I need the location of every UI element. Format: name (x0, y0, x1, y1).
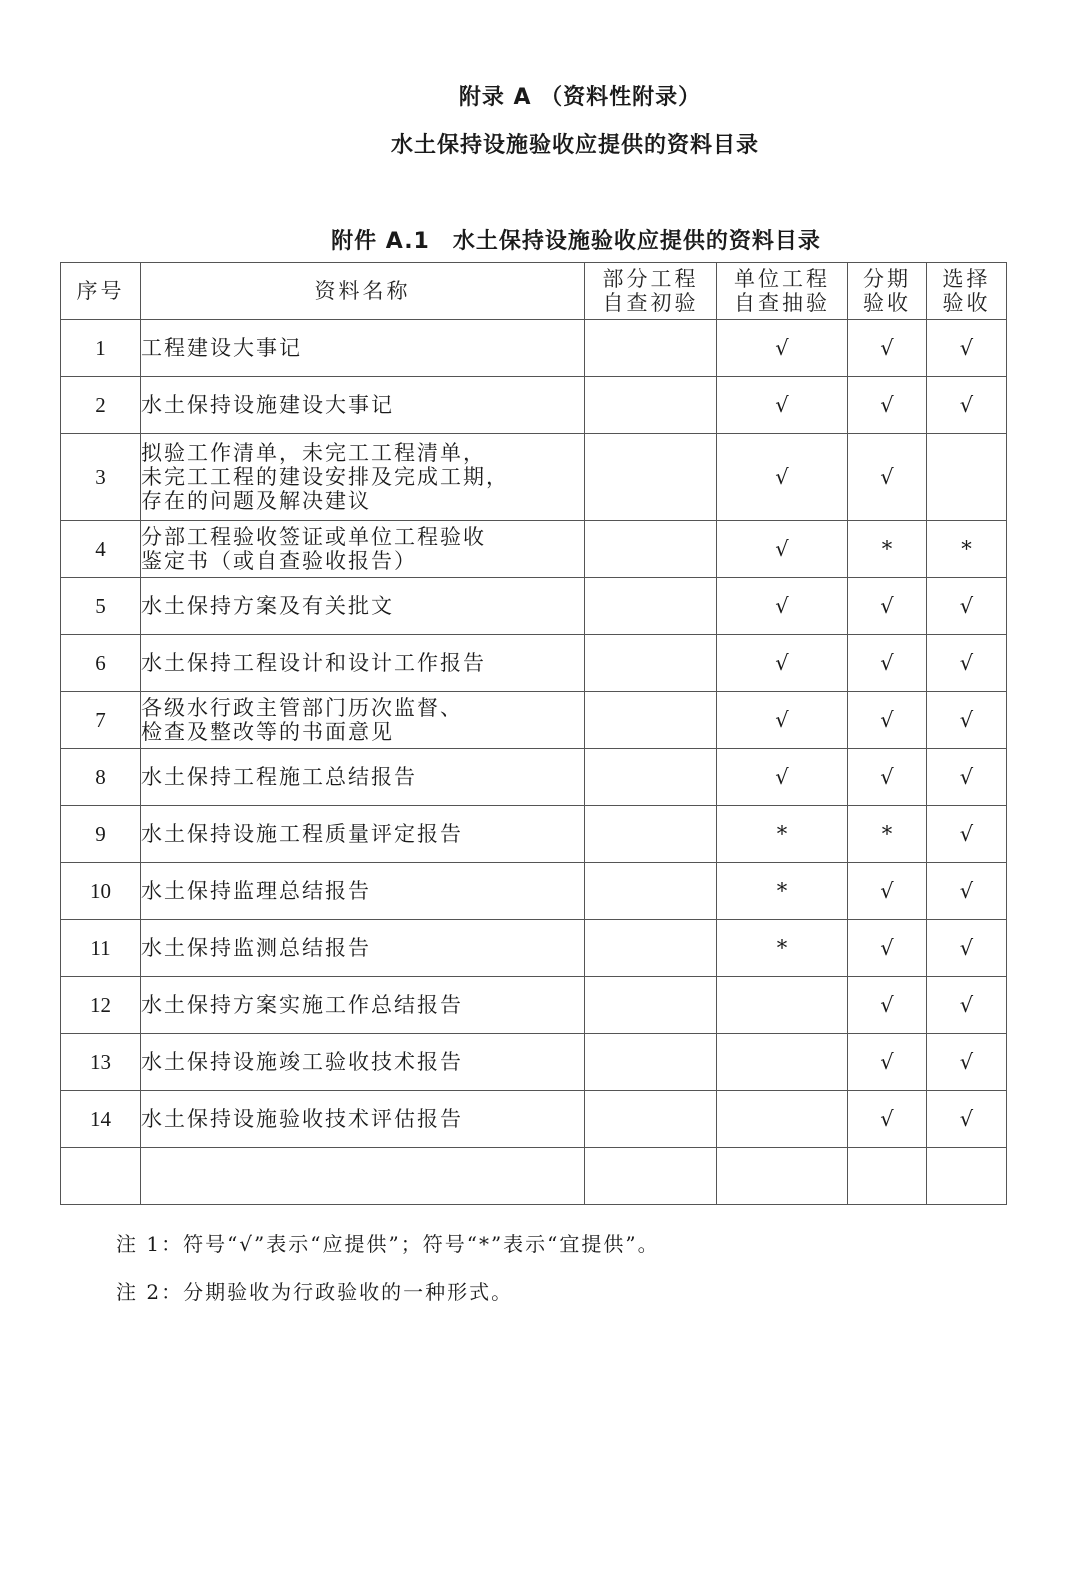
material-name-line: 水土保持方案实施工作总结报告 (141, 993, 463, 1017)
material-name (141, 635, 585, 692)
mark-phased: √ (848, 635, 927, 692)
table-body (61, 320, 1007, 1205)
mark-phased: √ (848, 1034, 927, 1091)
mark-partial-project (585, 920, 717, 977)
row-number: 2 (61, 377, 141, 434)
column-header-line: 自查初验 (602, 291, 699, 315)
table-header-row (61, 263, 1007, 320)
table-row (61, 692, 1007, 749)
mark-unit-project (717, 1034, 848, 1091)
mark-partial-project (585, 1034, 717, 1091)
material-name (141, 863, 585, 920)
material-name (141, 521, 585, 578)
column-header-line: 验收 (863, 291, 911, 315)
mark-phased: √ (848, 1091, 927, 1148)
material-name-line: 分部工程验收签证或单位工程验收 (141, 525, 486, 549)
mark-selected: √ (927, 578, 1007, 635)
mark-unit-project: √ (717, 692, 848, 749)
mark-phased: √ (848, 320, 927, 377)
column-header-line: 序号 (76, 279, 125, 303)
material-name (141, 806, 585, 863)
table-row (61, 749, 1007, 806)
table-row (61, 635, 1007, 692)
table-row (61, 377, 1007, 434)
table-row (61, 578, 1007, 635)
mark-phased (848, 1148, 927, 1205)
column-header-line: 自查抽验 (734, 291, 830, 315)
mark-phased: √ (848, 863, 927, 920)
mark-phased: √ (848, 434, 927, 521)
col-header-unit-project (717, 263, 848, 320)
row-number: 8 (61, 749, 141, 806)
material-name-line: 未完工工程的建设安排及完成工期， (141, 465, 509, 489)
row-number: 7 (61, 692, 141, 749)
row-number: 13 (61, 1034, 141, 1091)
mark-unit-project: * (717, 863, 848, 920)
material-name (141, 749, 585, 806)
note-1: 注 1：符号“√”表示“应提供”；符号“*”表示“宜提供”。 (116, 1232, 660, 1256)
mark-phased: √ (848, 920, 927, 977)
row-number: 11 (61, 920, 141, 977)
row-number: 5 (61, 578, 141, 635)
mark-selected (927, 434, 1007, 521)
material-name-line: 水土保持监理总结报告 (141, 879, 371, 903)
mark-partial-project (585, 1091, 717, 1148)
mark-unit-project: * (717, 920, 848, 977)
column-header-line: 选择 (942, 267, 991, 291)
column-header-line: 分期 (863, 267, 911, 291)
mark-selected: √ (927, 863, 1007, 920)
material-name (141, 377, 585, 434)
mark-selected: √ (927, 1034, 1007, 1091)
mark-selected: √ (927, 977, 1007, 1034)
mark-partial-project (585, 863, 717, 920)
material-name (141, 1148, 585, 1205)
column-header-line: 资料名称 (314, 279, 411, 303)
mark-unit-project (717, 1091, 848, 1148)
material-name-line: 水土保持方案及有关批文 (141, 594, 394, 618)
mark-unit-project: √ (717, 434, 848, 521)
table-row (61, 1034, 1007, 1091)
col-header-seq (61, 263, 141, 320)
material-name-line: 水土保持设施验收技术评估报告 (141, 1107, 463, 1131)
table-row (61, 521, 1007, 578)
table-row (61, 806, 1007, 863)
table-row (61, 1091, 1007, 1148)
mark-unit-project: * (717, 806, 848, 863)
mark-unit-project: √ (717, 320, 848, 377)
mark-partial-project (585, 578, 717, 635)
mark-selected: √ (927, 1091, 1007, 1148)
mark-unit-project: √ (717, 749, 848, 806)
material-name-line: 水土保持设施竣工验收技术报告 (141, 1050, 463, 1074)
appendix-title: 附录 A （资料性附录） (458, 85, 702, 110)
table-row (61, 977, 1007, 1034)
mark-selected: √ (927, 920, 1007, 977)
mark-partial-project (585, 434, 717, 521)
mark-selected: √ (927, 635, 1007, 692)
row-number: 9 (61, 806, 141, 863)
mark-selected: * (927, 521, 1007, 578)
mark-partial-project (585, 377, 717, 434)
row-number: 6 (61, 635, 141, 692)
material-name (141, 977, 585, 1034)
material-name (141, 320, 585, 377)
material-catalog-table (60, 262, 1007, 1205)
mark-unit-project: √ (717, 578, 848, 635)
mark-partial-project (585, 806, 717, 863)
column-header-line: 部分工程 (602, 267, 699, 291)
mark-phased: * (848, 521, 927, 578)
mark-selected (927, 1148, 1007, 1205)
material-name-line: 工程建设大事记 (141, 336, 302, 360)
material-name (141, 578, 585, 635)
table-caption: 附件 A.1 水土保持设施验收应提供的资料目录 (331, 229, 821, 254)
mark-selected: √ (927, 806, 1007, 863)
mark-phased: √ (848, 749, 927, 806)
col-header-selected (927, 263, 1007, 320)
row-number: 14 (61, 1091, 141, 1148)
mark-unit-project: √ (717, 521, 848, 578)
mark-phased: √ (848, 692, 927, 749)
mark-phased: * (848, 806, 927, 863)
mark-phased: √ (848, 977, 927, 1034)
mark-partial-project (585, 749, 717, 806)
table-row (61, 1148, 1007, 1205)
row-number: 12 (61, 977, 141, 1034)
row-number: 1 (61, 320, 141, 377)
material-name-line: 水土保持监测总结报告 (141, 936, 371, 960)
mark-partial-project (585, 320, 717, 377)
material-name (141, 1091, 585, 1148)
mark-selected: √ (927, 749, 1007, 806)
mark-unit-project (717, 1148, 848, 1205)
material-name-line: 鉴定书（或自查验收报告） (141, 549, 417, 573)
document-title: 水土保持设施验收应提供的资料目录 (390, 133, 759, 158)
mark-unit-project: √ (717, 377, 848, 434)
material-name (141, 1034, 585, 1091)
material-name-line: 各级水行政主管部门历次监督、 (141, 696, 463, 720)
material-name-line: 存在的问题及解决建议 (141, 489, 371, 513)
table-row (61, 320, 1007, 377)
material-name-line: 水土保持设施工程质量评定报告 (141, 822, 463, 846)
material-name-line: 水土保持设施建设大事记 (141, 393, 394, 417)
mark-unit-project (717, 977, 848, 1034)
column-header-line: 单位工程 (734, 267, 830, 291)
row-number: 4 (61, 521, 141, 578)
mark-selected: √ (927, 320, 1007, 377)
material-name-line: 拟验工作清单，未完工工程清单， (141, 441, 486, 465)
col-header-phased (848, 263, 927, 320)
mark-partial-project (585, 1148, 717, 1205)
row-number (61, 1148, 141, 1205)
mark-partial-project (585, 635, 717, 692)
material-name (141, 920, 585, 977)
col-header-name (141, 263, 585, 320)
mark-partial-project (585, 521, 717, 578)
mark-partial-project (585, 692, 717, 749)
material-name (141, 692, 585, 749)
mark-phased: √ (848, 377, 927, 434)
table-row (61, 920, 1007, 977)
material-name-line: 检查及整改等的书面意见 (141, 720, 394, 744)
note-2: 注 2：分期验收为行政验收的一种形式。 (116, 1280, 514, 1304)
col-header-partial-project (585, 263, 717, 320)
mark-selected: √ (927, 692, 1007, 749)
material-name (141, 434, 585, 521)
table-row (61, 863, 1007, 920)
mark-selected: √ (927, 377, 1007, 434)
mark-partial-project (585, 977, 717, 1034)
column-header-line: 验收 (942, 291, 991, 315)
material-name-line: 水土保持工程施工总结报告 (141, 765, 417, 789)
material-name-line: 水土保持工程设计和设计工作报告 (141, 651, 486, 675)
row-number: 3 (61, 434, 141, 521)
row-number: 10 (61, 863, 141, 920)
mark-unit-project: √ (717, 635, 848, 692)
table-row (61, 434, 1007, 521)
mark-phased: √ (848, 578, 927, 635)
